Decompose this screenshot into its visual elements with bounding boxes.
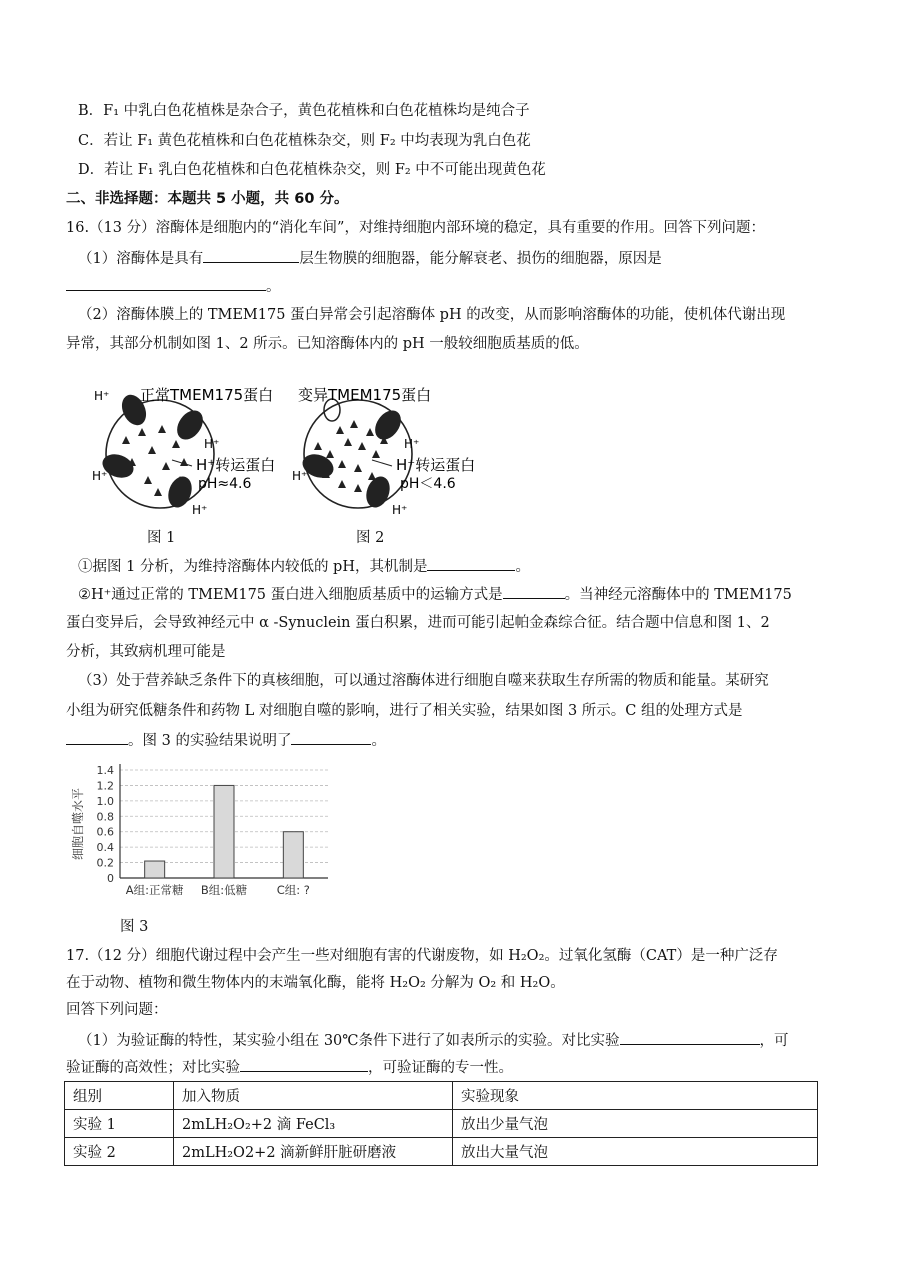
- table-header: 加入物质: [174, 1082, 453, 1110]
- answer-blank[interactable]: [66, 729, 128, 745]
- y-tick-label: 0.4: [96, 841, 114, 855]
- q16-sub2-line2: 蛋白变异后，会导致神经元中 α -Synuclein 蛋白积累，进而可能引起帕金森综合征。结合题中信息和图 1、2: [66, 615, 770, 631]
- q16-s2-text-b: 。当神经元溶酶体中的 TMEM175: [564, 587, 792, 603]
- table-header-row: [65, 1082, 818, 1110]
- q17-p1-text-c: 验证酶的高效性；对比实验: [66, 1060, 240, 1076]
- answer-blank[interactable]: [66, 275, 266, 291]
- answer-blank[interactable]: [291, 729, 371, 745]
- x-tick-label: C组: ?: [276, 883, 310, 897]
- table-cell: 2mLH₂O₂+2 滴 FeCl₃: [174, 1110, 453, 1138]
- answer-blank[interactable]: [427, 555, 515, 571]
- table-cell: 放出少量气泡: [453, 1110, 818, 1138]
- q16-part3-line2: 小组为研究低糖条件和药物 L 对细胞自噬的影响，进行了相关实验，结果如图 3 所示。C 组的处理方式是: [66, 703, 743, 719]
- q16-p3-text: 。图 3 的实验结果说明了: [128, 733, 292, 749]
- fig1-transporter-label: H⁺转运蛋白: [196, 456, 276, 474]
- answer-blank[interactable]: [203, 247, 299, 263]
- q17-stem-line1: 17.（12 分）细胞代谢过程中会产生一些对细胞有害的代谢废物，如 H₂O₂。过氧化氢酶（CAT）是一种广泛存: [66, 948, 778, 964]
- table-cell: 实验 2: [65, 1138, 174, 1166]
- q17-p1-text-a: （1）为验证酶的特性，某实验小组在 30℃条件下进行了如表所示的实验。对比实验: [78, 1033, 620, 1049]
- option-d: D．若让 F₁ 乳白色花植株和白色花植株杂交，则 F₂ 中不可能出现黄色花: [78, 162, 546, 178]
- table-header: 组别: [65, 1082, 174, 1110]
- y-tick-label: 0.8: [96, 810, 114, 824]
- q16-p1-text-b: 层生物膜的细胞器，能分解衰老、损伤的细胞器，原因是: [299, 251, 662, 267]
- q16-p1-text-a: （1）溶酶体是具有: [78, 251, 204, 267]
- fig2-protein-label: 变异TMEM175蛋白: [298, 386, 432, 404]
- q16-part1-cont: [66, 275, 281, 297]
- y-tick-label: 0.2: [96, 856, 114, 870]
- answer-blank[interactable]: [240, 1056, 368, 1072]
- q16-sub1: [78, 555, 530, 577]
- q16-stem: 16.（13 分）溶酶体是细胞内的“消化车间”，对维持细胞内部环境的稳定，具有重要的作用。回答下列问题：: [66, 220, 765, 236]
- h-plus-label: H⁺: [292, 469, 308, 483]
- fig2-transporter-label: H⁺转运蛋白: [396, 456, 476, 474]
- fig1-ph-label: pH≈4.6: [198, 476, 252, 492]
- h-plus-label: H⁺: [392, 503, 408, 517]
- q17-part1-line2: [66, 1056, 513, 1078]
- y-tick-label: 0.6: [96, 825, 114, 839]
- q17-p1-text-b: ，可: [759, 1033, 789, 1049]
- q16-p3-end: 。: [371, 733, 386, 749]
- fig2-ph-label: pH＜4.6: [400, 476, 456, 492]
- bar: [145, 861, 165, 878]
- q17-p1-text-d: ，可验证酶的专一性。: [368, 1060, 513, 1076]
- h-plus-label: H⁺: [94, 389, 110, 403]
- y-axis-label: 细胞自噬水平: [71, 787, 85, 861]
- table-cell: 2mLH₂O2+2 滴新鲜肝脏研磨液: [174, 1138, 453, 1166]
- y-tick-label: 0: [107, 872, 114, 885]
- q16-part3-line3: [66, 729, 386, 751]
- section-heading: 二、非选择题：本题共 5 小题，共 60 分。: [66, 191, 349, 207]
- answer-blank[interactable]: [620, 1029, 760, 1045]
- table-row: [65, 1110, 818, 1138]
- table-cell: 实验 1: [65, 1110, 174, 1138]
- y-tick-label: 1.2: [96, 779, 114, 793]
- table-cell: 放出大量气泡: [453, 1138, 818, 1166]
- h-plus-label: H⁺: [92, 469, 108, 483]
- q16-part2-line2: 异常，其部分机制如图 1、2 所示。已知溶酶体内的 pH 一般较细胞质基质的低。: [66, 336, 589, 352]
- q16-sub2: [78, 583, 792, 605]
- fig1-protein-label: 正常TMEM175蛋白: [140, 386, 274, 404]
- q16-part1: [78, 247, 662, 269]
- answer-blank[interactable]: [503, 583, 565, 599]
- y-tick-label: 1.0: [96, 794, 114, 808]
- q16-s2-text-a: ②H⁺通过正常的 TMEM175 蛋白进入细胞质基质中的运输方式是: [78, 587, 503, 603]
- q16-s1-end: 。: [515, 559, 530, 575]
- q17-part1-line1: [78, 1029, 789, 1051]
- experiment-table: [64, 1081, 818, 1166]
- h-plus-label: H⁺: [204, 437, 220, 451]
- fig1-caption: 图 1: [147, 530, 176, 546]
- table-header: 实验现象: [453, 1082, 818, 1110]
- bar: [214, 785, 234, 878]
- figure-3-chart: [66, 756, 336, 906]
- h-plus-label: H⁺: [404, 437, 420, 451]
- q17-stem-line3: 回答下列问题：: [66, 1002, 168, 1018]
- figure-1: [92, 380, 292, 520]
- q16-s1-text: ①据图 1 分析，为维持溶酶体内较低的 pH，其机制是: [78, 559, 428, 575]
- x-tick-label: B组:低糖: [200, 883, 248, 897]
- option-c: C．若让 F₁ 黄色花植株和白色花植株杂交，则 F₂ 中均表现为乳白色花: [78, 133, 531, 149]
- fig3-caption: 图 3: [120, 919, 149, 935]
- q16-part2-line1: （2）溶酶体膜上的 TMEM175 蛋白异常会引起溶酶体 pH 的改变，从而影响溶酶体的功能，使机体代谢出现: [78, 307, 786, 323]
- y-tick-label: 1.4: [96, 764, 114, 777]
- option-b: B．F₁ 中乳白色花植株是杂合子，黄色花植株和白色花植株均是纯合子: [78, 103, 530, 119]
- q16-p1-text-c: 。: [266, 279, 281, 295]
- table-row: [65, 1138, 818, 1166]
- h-plus-label: H⁺: [192, 503, 208, 517]
- bar: [283, 832, 303, 878]
- q17-stem-line2: 在于动物、植物和微生物体内的末端氧化酶，能将 H₂O₂ 分解为 O₂ 和 H₂O。: [66, 975, 565, 991]
- figure-2: [292, 380, 512, 520]
- fig2-caption: 图 2: [356, 530, 385, 546]
- q16-part3-line1: （3）处于营养缺乏条件下的真核细胞，可以通过溶酶体进行细胞自噬来获取生存所需的物质和能量。某研究: [78, 673, 769, 689]
- q16-sub2-line3: 分析，其致病机理可能是: [66, 644, 226, 660]
- x-tick-label: A组:正常糖: [125, 883, 184, 897]
